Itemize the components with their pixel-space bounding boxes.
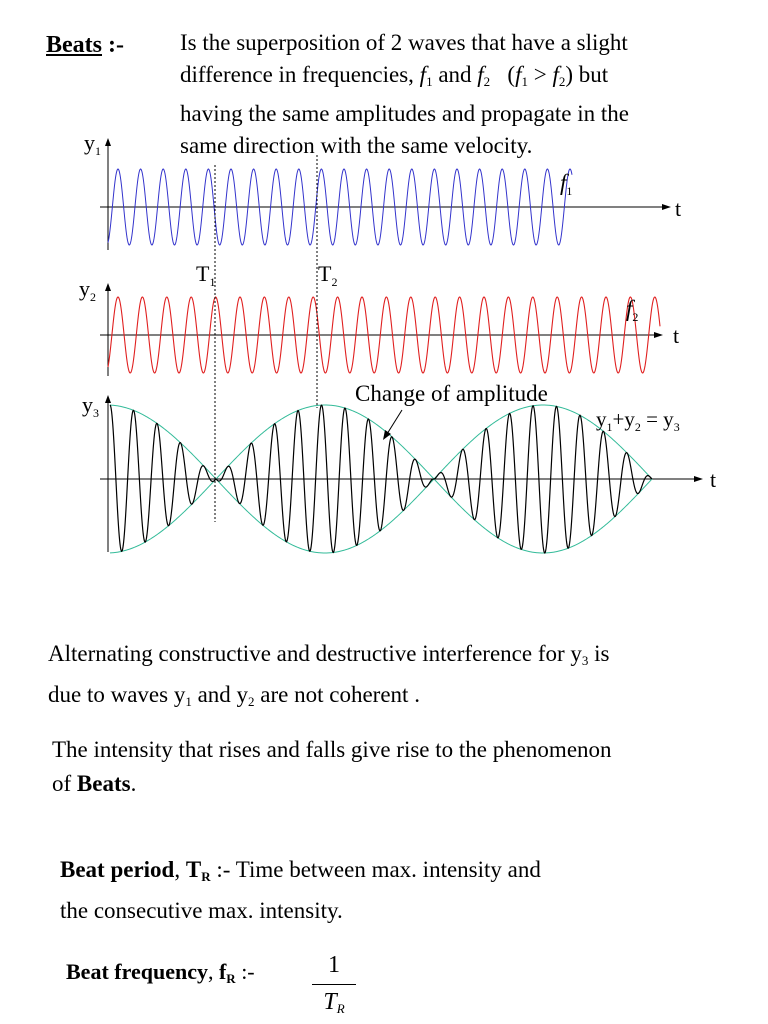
t3-axis-arrow — [694, 476, 703, 482]
intro-and: and — [432, 62, 478, 87]
intro-cond-close: ) but — [565, 62, 609, 87]
beat-period-line-1 — [60, 853, 760, 894]
t2-axis-arrow — [654, 332, 663, 338]
envelope-lower — [110, 479, 652, 553]
p2-text-b: of — [52, 771, 77, 796]
beat-period-line-2: the consecutive max. intensity. — [60, 898, 343, 923]
fraction-denominator-sub: R — [336, 1001, 345, 1016]
p1-text-a: Alternating constructive and destructive interference for y — [48, 641, 582, 666]
intro-line-4: same direction with the same velocity. — [180, 133, 533, 158]
beat-period-comma: , — [174, 857, 186, 882]
y2-axis-arrow — [105, 283, 111, 291]
T2-label: $T_2$ — [318, 261, 338, 289]
beat-period-definition: :- Time between max. intensity and — [210, 857, 541, 882]
paragraph-interference-line-1 — [48, 637, 748, 678]
f1-label: $f_1$ — [560, 170, 573, 198]
y2-label: $y_2$ — [79, 276, 96, 304]
fraction-denominator — [312, 987, 356, 1024]
p1-text-b: is — [588, 641, 610, 666]
paragraph-beat-period — [60, 853, 760, 928]
beat-frequency-symbol-sub: R — [226, 971, 236, 986]
p1-text-d: and y — [191, 682, 249, 707]
paragraph-intensity-line-2 — [52, 767, 752, 801]
beat-frequency-term: Beat frequency — [66, 959, 208, 984]
intro-cond-gt: > — [527, 62, 553, 87]
beat-period-symbol-sub: R — [201, 869, 211, 884]
intro-f2: f — [477, 62, 484, 87]
change-of-amplitude-label: Change of amplitude — [355, 381, 548, 406]
intro-line-3: having the same amplitudes and propagate in the — [180, 101, 630, 126]
t2-label: t — [673, 323, 680, 348]
beat-frequency-fraction — [312, 950, 356, 1024]
intro-f1-sub: 1 — [426, 74, 433, 89]
p2-bold-beats: Beats — [76, 771, 131, 796]
y1-label: $y_1$ — [84, 130, 101, 158]
intro-cond-f2: f — [552, 62, 559, 87]
p1-text-e: are not coherent . — [254, 682, 420, 707]
y3-label: $y_3$ — [82, 392, 99, 420]
paragraph-intensity — [52, 733, 752, 801]
paragraph-beat-frequency — [66, 955, 466, 996]
p1-sub-a: 3 — [581, 653, 589, 668]
intro-f1: f — [419, 62, 427, 87]
title-suffix: :- — [102, 32, 124, 58]
fraction-denominator-symbol: T — [323, 989, 337, 1015]
intro-cond-f2-sub: 2 — [558, 74, 566, 89]
paragraph-intensity-line-1: The intensity that rises and falls give rise to the phenomenon — [52, 737, 612, 762]
fraction-bar — [312, 984, 356, 985]
p2-text-c: . — [130, 771, 137, 796]
p1-sub-c: 1 — [185, 694, 192, 709]
p1-text-c: due to waves y — [48, 682, 186, 707]
intro-cond-f1-sub: 1 — [521, 74, 528, 89]
t1-axis-arrow — [662, 204, 671, 210]
y1-axis-arrow — [105, 138, 111, 146]
t1-label: t — [675, 196, 682, 221]
f2-label: $f_2$ — [626, 296, 639, 324]
beat-period-term: Beat period — [60, 857, 175, 882]
change-arrow-line — [387, 410, 402, 434]
p1-sub-d: 2 — [248, 694, 255, 709]
sum-equation: $y_1+y_2 = y_3$ — [596, 407, 680, 434]
title-word: Beats — [46, 32, 102, 58]
y3-axis-arrow — [105, 395, 111, 403]
beat-period-symbol: T — [185, 857, 202, 882]
intro-f2-sub: 2 — [483, 74, 491, 89]
beat-frequency-symbol: f — [218, 959, 227, 984]
beat-frequency-comma: , — [207, 959, 219, 984]
intro-cond-f1: f — [515, 62, 522, 87]
beat-frequency-suffix: :- — [235, 959, 255, 984]
T1-label: $T_1$ — [196, 261, 216, 289]
t3-label: t — [710, 467, 717, 492]
intro-line-1: Is the superposition of 2 waves that have a slight — [180, 30, 628, 55]
paragraph-interference-line-2 — [48, 678, 748, 719]
intro-line-2-text: difference in frequencies, — [180, 62, 420, 87]
fraction-numerator: 1 — [328, 952, 340, 978]
paragraph-interference — [48, 637, 748, 719]
intro-cond-open: ( — [490, 62, 516, 87]
envelope-upper — [110, 405, 652, 479]
